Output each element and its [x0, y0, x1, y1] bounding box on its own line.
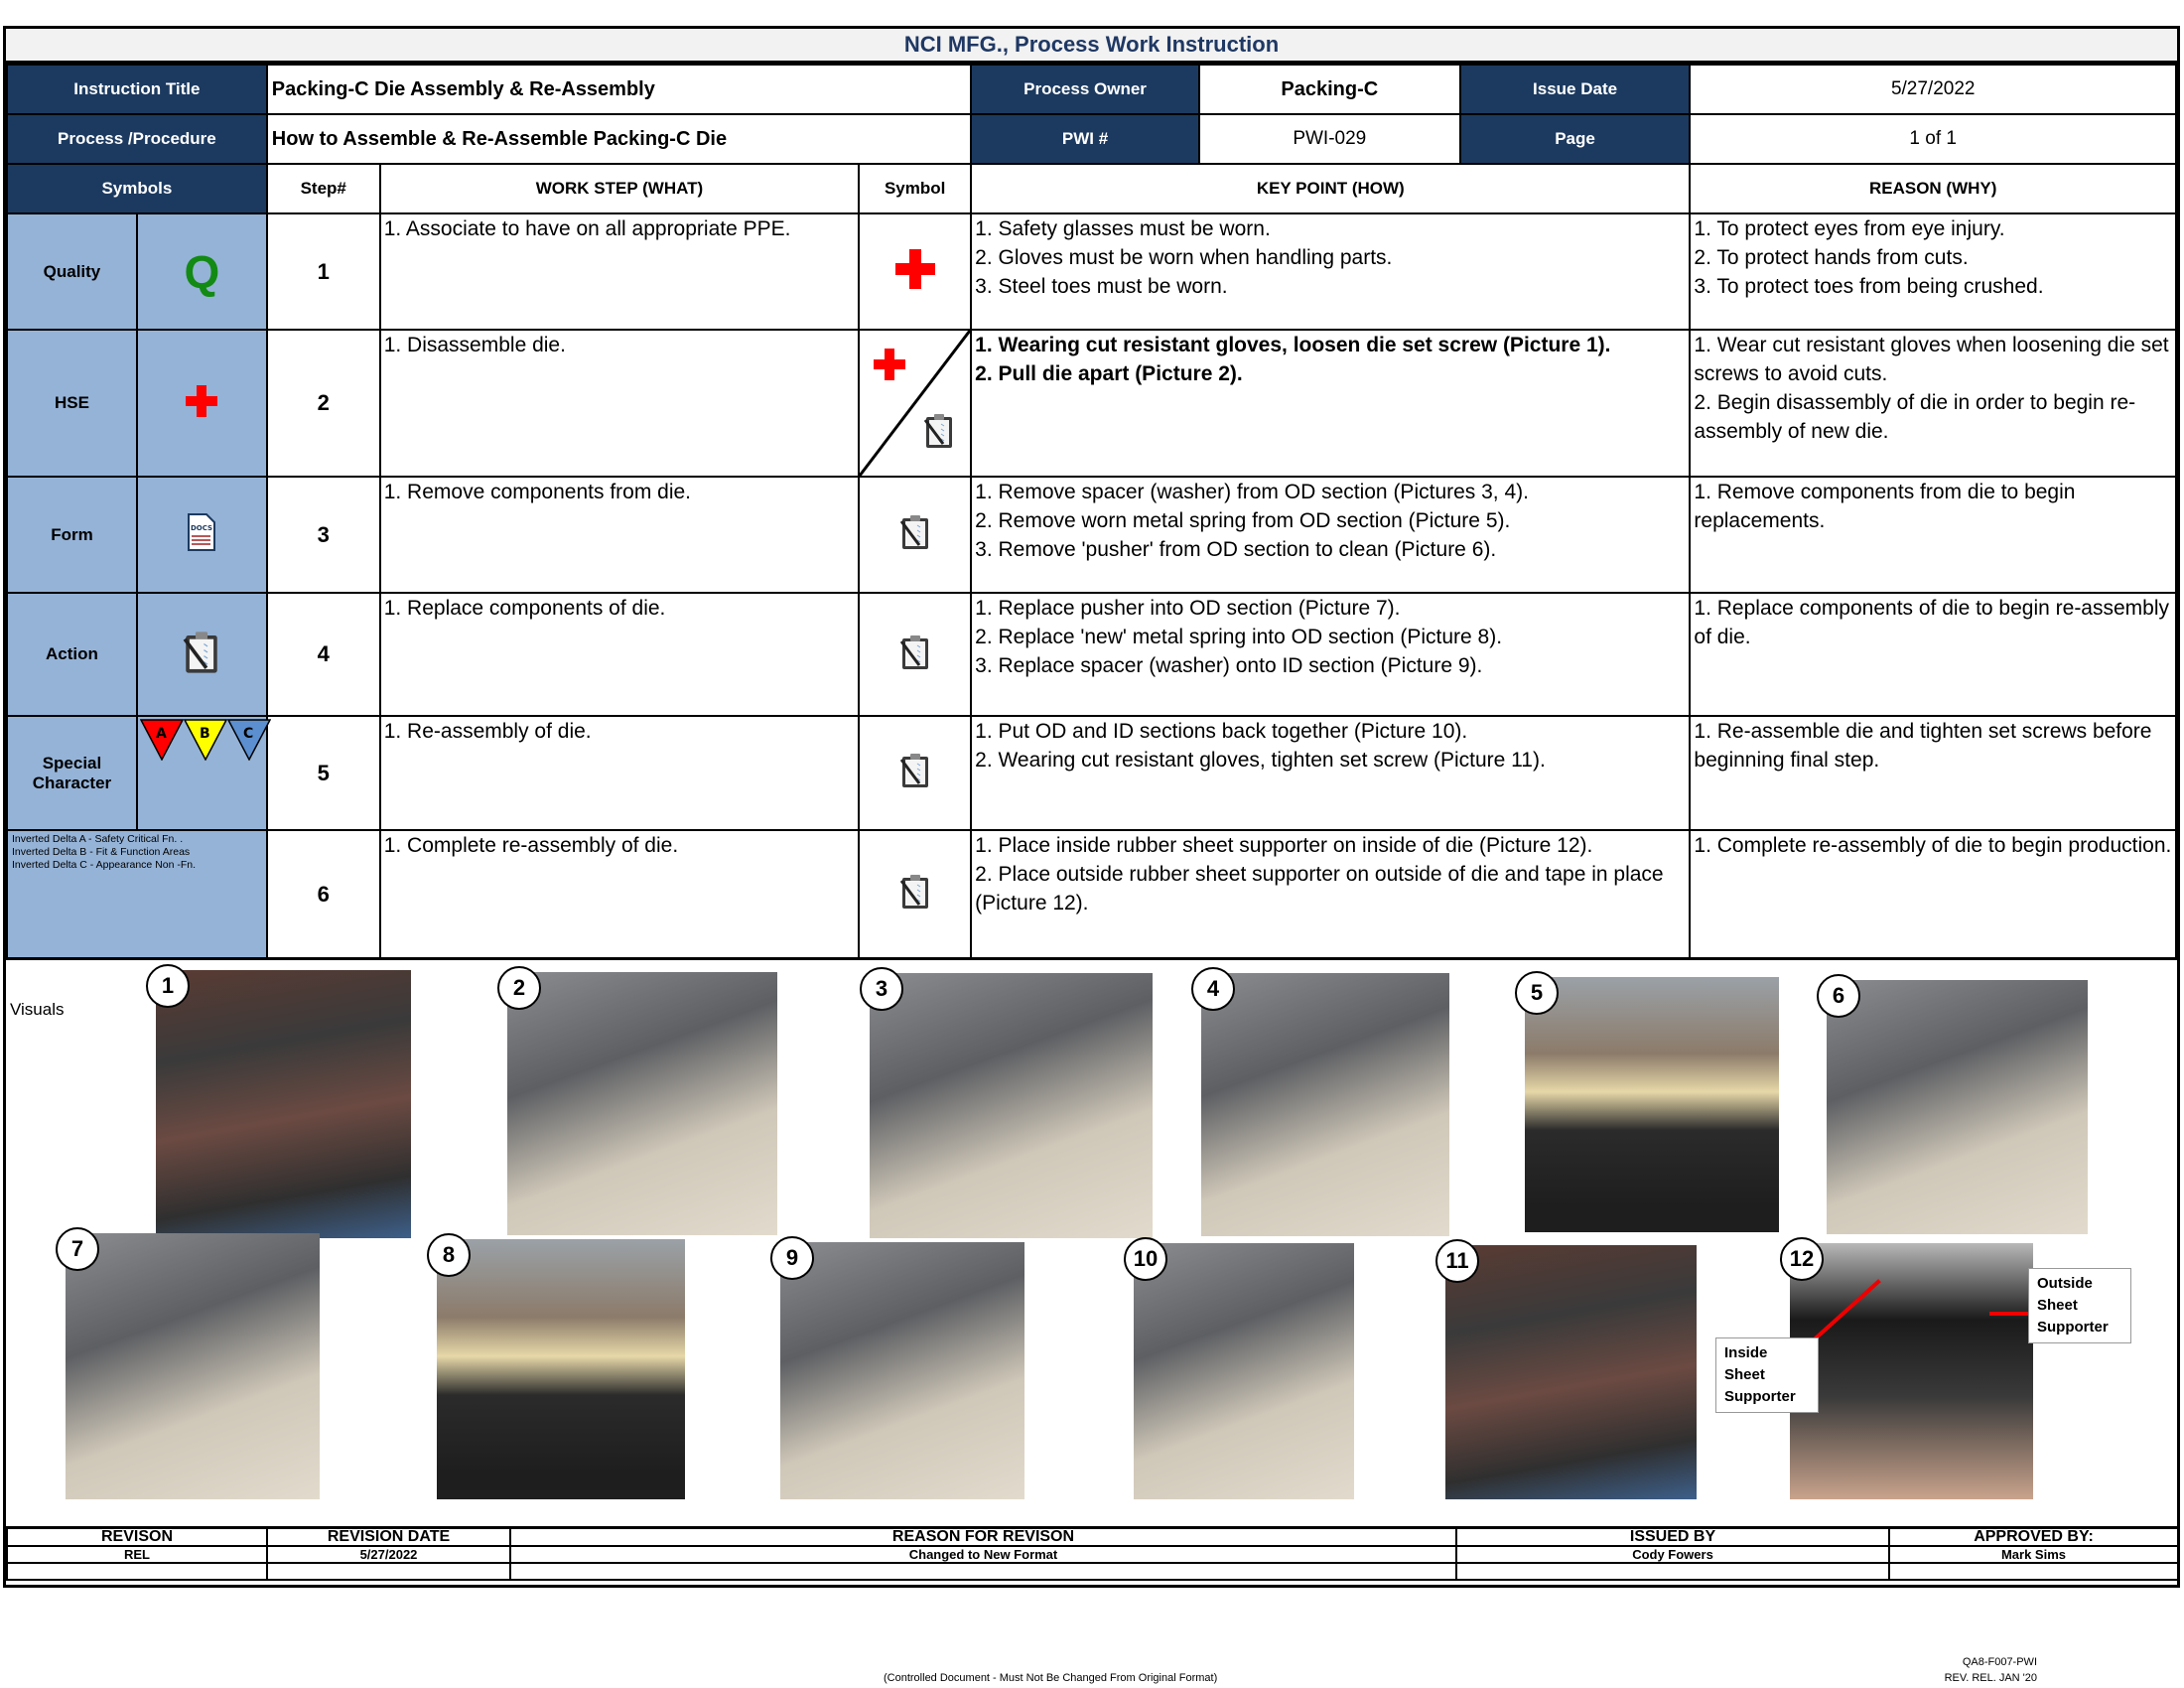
- inverted-delta-c-icon: [227, 719, 271, 761]
- step-row-3: [7, 477, 2176, 593]
- legend-quality-label: Quality: [7, 213, 137, 330]
- red-cross-icon: [895, 249, 935, 289]
- page-value: 1 of 1: [1690, 114, 2176, 164]
- legend-action-label: Action: [7, 593, 137, 716]
- svg-text:C: C: [242, 726, 254, 742]
- work-instruction-sheet: [3, 26, 2180, 1588]
- step-row-1: [7, 213, 2176, 330]
- work-step-text: 1. Associate to have on all appropriate PPE.: [380, 213, 860, 330]
- reason-text: 1. Re-assemble die and tighten set screws before beginning final step.: [1690, 716, 2176, 830]
- inverted-delta-legend-notes: Inverted Delta A - Safety Critical Fn. . Inverted Delta B - Fit & Function Areas Inverted Delta C - Appearance Non -Fn.: [7, 830, 267, 958]
- pwi-value: PWI-029: [1199, 114, 1460, 164]
- reason-text: 1. Wear cut resistant gloves when loosening die set screws to avoid cuts. 2. Begin disassembly of die in order to begin re-assembly of new die.: [1690, 330, 2176, 477]
- step-number: 1: [267, 213, 380, 330]
- approved-by-header: APPROVED BY:: [1889, 1528, 2178, 1547]
- picture-1: 1: [156, 970, 411, 1238]
- visuals-section: [6, 957, 2177, 1526]
- picture-8: 8: [437, 1239, 685, 1499]
- legend-special-character-label: Special Character: [7, 716, 137, 830]
- key-point-text: 1. Put OD and ID sections back together (Picture 10). 2. Wearing cut resistant gloves, tighten set screw (Picture 11).: [971, 716, 1690, 830]
- step-number: 5: [267, 716, 380, 830]
- key-point-text: 1. Place inside rubber sheet supporter on inside of die (Picture 12). 2. Place outside rubber sheet supporter on outside of die and tape in place (Picture 12).: [971, 830, 1690, 958]
- issue-date-label: Issue Date: [1460, 65, 1691, 114]
- page-label: Page: [1460, 114, 1691, 164]
- inverted-delta-a-icon: [140, 719, 184, 761]
- key-point-text: 1. Wearing cut resistant gloves, loosen die set screw (Picture 1). 2. Pull die apart (Picture 2).: [971, 330, 1690, 477]
- reason-text: 1. To protect eyes from eye injury. 2. To protect hands from cuts. 3. To protect toes from being crushed.: [1690, 213, 2176, 330]
- work-step-text: 1. Re-assembly of die.: [380, 716, 860, 830]
- clipboard-pen-icon: [899, 752, 931, 789]
- key-point-text: 1. Remove spacer (washer) from OD section (Pictures 3, 4). 2. Remove worn metal spring from OD section (Picture 5). 3. Remove 'pusher' from OD section to clean (Picture 6).: [971, 477, 1690, 593]
- revision-header: REVISON: [7, 1528, 267, 1547]
- issue-date-value: 5/27/2022: [1690, 65, 2176, 114]
- legend-hse-label: HSE: [7, 330, 137, 477]
- docs-icon: [187, 512, 216, 552]
- key-point-text: 1. Replace pusher into OD section (Picture 7). 2. Replace 'new' metal spring into OD section (Picture 8). 3. Replace spacer (washer) onto ID section (Picture 9).: [971, 593, 1690, 716]
- controlled-document-note: (Controlled Document - Must Not Be Changed From Original Format): [884, 1672, 1218, 1684]
- step-number: 6: [267, 830, 380, 958]
- inverted-delta-icons: [140, 719, 271, 761]
- picture-2: 2: [507, 972, 777, 1235]
- revision-date-header: REVISION DATE: [267, 1528, 510, 1547]
- work-step-header: WORK STEP (WHAT): [380, 164, 860, 213]
- issued-by-header: ISSUED BY: [1456, 1528, 1889, 1547]
- work-step-text: 1. Disassemble die.: [380, 330, 860, 477]
- pwi-label: PWI #: [971, 114, 1199, 164]
- process-owner-label: Process Owner: [971, 65, 1199, 114]
- reason-header: REASON (WHY): [1690, 164, 2176, 213]
- instruction-table: [6, 64, 2177, 959]
- split-symbol-cell: [859, 330, 971, 477]
- clipboard-pen-icon: [899, 873, 931, 911]
- reason-text: 1. Complete re-assembly of die to begin production.: [1690, 830, 2176, 958]
- picture-10: 10: [1134, 1243, 1354, 1499]
- key-point-text: 1. Safety glasses must be worn. 2. Gloves must be worn when handling parts. 3. Steel toes must be worn.: [971, 213, 1690, 330]
- picture-5: 5: [1525, 977, 1779, 1232]
- step-row-2: [7, 330, 2176, 477]
- step-row-5: [7, 716, 2176, 830]
- symbols-header: Symbols: [7, 164, 267, 213]
- work-step-text: 1. Remove components from die.: [380, 477, 860, 593]
- quality-q-icon: Q: [184, 245, 220, 298]
- reason-text: 1. Remove components from die to begin replacements.: [1690, 477, 2176, 593]
- inside-sheet-supporter-callout: Inside Sheet Supporter: [1715, 1337, 1819, 1413]
- picture-6: 6: [1827, 980, 2088, 1234]
- legend-form-label: Form: [7, 477, 137, 593]
- inverted-delta-b-icon: [184, 719, 227, 761]
- step-number: 3: [267, 477, 380, 593]
- work-step-text: 1. Complete re-assembly of die.: [380, 830, 860, 958]
- step-number: 2: [267, 330, 380, 477]
- red-cross-icon: [186, 385, 217, 417]
- step-row-6: [7, 830, 2176, 958]
- reason-for-revision-header: REASON FOR REVISON: [510, 1528, 1456, 1547]
- process-owner-value: Packing-C: [1199, 65, 1460, 114]
- clipboard-pen-icon: [899, 633, 931, 671]
- picture-3: 3: [870, 973, 1153, 1238]
- instruction-title-value: Packing-C Die Assembly & Re-Assembly: [267, 65, 971, 114]
- process-procedure-value: How to Assemble & Re-Assemble Packing-C Die: [267, 114, 971, 164]
- picture-4: 4: [1201, 973, 1449, 1236]
- red-cross-icon: [874, 349, 905, 380]
- clipboard-pen-icon: [899, 513, 931, 551]
- svg-text:A: A: [155, 726, 167, 742]
- step-row-4: [7, 593, 2176, 716]
- form-code: QA8-F007-PWI REV. REL. JAN '20: [1944, 1656, 2037, 1684]
- key-point-header: KEY POINT (HOW): [971, 164, 1690, 213]
- step-header: Step#: [267, 164, 380, 213]
- picture-9: 9: [780, 1242, 1024, 1499]
- revision-row: REL 5/27/2022 Changed to New Format Cody Fowers Mark Sims: [7, 1546, 2178, 1563]
- outside-callout-arrow: [1989, 1312, 2031, 1316]
- work-step-text: 1. Replace components of die.: [380, 593, 860, 716]
- clipboard-pen-icon: [181, 630, 222, 675]
- clipboard-pen-icon: [923, 412, 955, 450]
- picture-7: 7: [66, 1233, 320, 1499]
- picture-12: 12: [1790, 1243, 2033, 1499]
- revision-row-empty: [7, 1563, 2178, 1580]
- picture-11: 11: [1445, 1245, 1697, 1499]
- reason-text: 1. Replace components of die to begin re-assembly of die.: [1690, 593, 2176, 716]
- process-procedure-label: Process /Procedure: [7, 114, 267, 164]
- outside-sheet-supporter-callout: Outside Sheet Supporter: [2028, 1268, 2131, 1343]
- symbol-header: Symbol: [859, 164, 971, 213]
- visuals-label: Visuals: [10, 1000, 65, 1019]
- svg-text:DOCS: DOCS: [191, 524, 213, 532]
- step-number: 4: [267, 593, 380, 716]
- revision-table: [6, 1526, 2179, 1581]
- instruction-title-label: Instruction Title: [7, 65, 267, 114]
- svg-text:B: B: [199, 726, 210, 742]
- document-title: NCI MFG., Process Work Instruction: [6, 29, 2177, 64]
